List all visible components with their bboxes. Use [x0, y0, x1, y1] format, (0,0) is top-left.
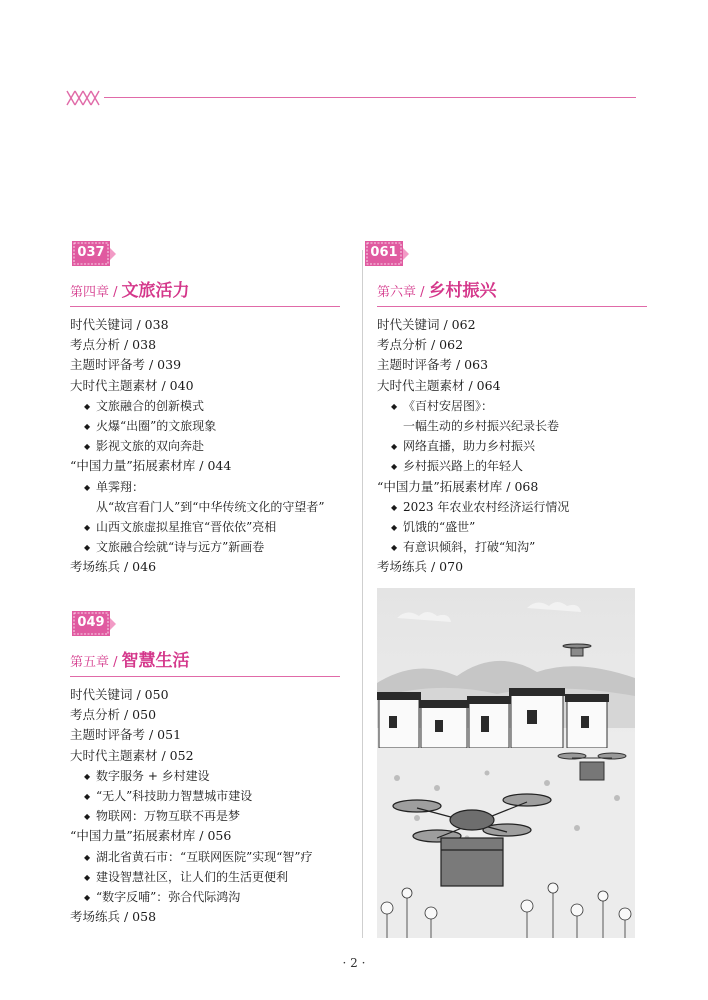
toc-entry: 大时代主题素材 / 064	[377, 377, 501, 393]
chapter-rule	[70, 306, 340, 307]
toc-entry: 时代关键词 / 062	[377, 317, 476, 332]
diamond-bullet-icon: ◆	[391, 543, 398, 553]
chapter-badge	[70, 240, 118, 270]
diamond-bullet-icon: ◆	[84, 852, 91, 862]
diamond-bullet-icon: ◆	[84, 543, 91, 553]
chapter-rule	[377, 306, 647, 307]
chapter-badge	[363, 240, 411, 270]
toc-entry: “中国力量”拓展素材库 / 056	[70, 828, 232, 844]
diamond-bullet-icon: ◆	[84, 401, 91, 411]
toc-subentry-text: “数字反哺”：弥合代际鸿沟	[96, 889, 241, 904]
diamond-bullet-icon: ◆	[391, 462, 398, 472]
chapter-heading	[363, 276, 647, 306]
header-rule	[104, 97, 636, 98]
toc-subentry	[70, 786, 340, 806]
chapter-section	[70, 610, 340, 927]
cross-pattern-icon	[66, 88, 100, 108]
toc-entry: 大时代主题素材 / 052	[70, 747, 194, 763]
drone-village-illustration	[377, 588, 635, 938]
toc-entry: 大时代主题素材 / 040	[70, 377, 194, 393]
toc-subentry-text: 《百村安居图》：	[403, 398, 494, 413]
chapter-number: 第六章 /	[377, 285, 425, 300]
toc-entry: 考点分析 / 038	[70, 337, 157, 353]
toc-entry: 时代关键词 / 038	[70, 317, 169, 332]
toc-entry: 考点分析 / 062	[377, 337, 464, 353]
chapter-heading	[70, 276, 340, 306]
chapter-section	[70, 240, 340, 577]
toc-entry: 时代关键词 / 050	[70, 687, 169, 702]
toc-entry: “中国力量”拓展素材库 / 044	[70, 458, 232, 474]
diamond-bullet-icon: ◆	[391, 522, 398, 532]
toc-subentry	[70, 477, 340, 497]
toc-subentry-text: 数字服务 + 乡村建设	[96, 768, 210, 783]
diamond-bullet-icon: ◆	[391, 502, 398, 512]
toc-subentry-text: 物联网：万物互联不再是梦	[96, 809, 241, 824]
diamond-bullet-icon: ◆	[84, 482, 91, 492]
toc-entry: 考场练兵 / 046	[70, 559, 157, 575]
toc-subentry-text: 2023 年农业农村经济运行情况	[403, 499, 570, 514]
toc-subentry	[70, 436, 340, 456]
toc-subentry-text: 火爆“出圈”的文旅现象	[96, 418, 217, 433]
toc-entry: 考点分析 / 050	[70, 707, 157, 723]
diamond-bullet-icon: ◆	[84, 812, 91, 822]
chapter-badge-number: 061	[370, 245, 398, 260]
toc-subentry	[377, 497, 647, 517]
toc-subentry-continuation: 从“故宫看门人”到“中华传统文化的守望者”	[96, 499, 325, 514]
toc-entry: 主题时评备考 / 039	[70, 357, 182, 373]
toc-subentry-text: 建设智慧社区，让人们的生活更便利	[96, 869, 289, 884]
toc-subentry-text: 影视文旅的双向奔赴	[96, 439, 205, 454]
toc-subentry	[70, 416, 340, 436]
chapter-number: 第四章 /	[70, 285, 118, 300]
diamond-bullet-icon: ◆	[84, 892, 91, 902]
toc-entry: 考场练兵 / 070	[377, 559, 464, 575]
toc-subentry	[70, 517, 340, 537]
page-number: · 2 ·	[342, 956, 366, 970]
toc-subentry	[70, 537, 340, 557]
chapter-section	[363, 240, 647, 577]
toc-subentry	[70, 806, 340, 826]
diamond-bullet-icon: ◆	[391, 401, 398, 411]
diamond-bullet-icon: ◆	[84, 421, 91, 431]
diamond-bullet-icon: ◆	[84, 791, 91, 801]
toc-subentry-text: 网络直播，助力乡村振兴	[403, 439, 536, 454]
toc-subentry	[377, 537, 647, 557]
toc-subentry-text: 文旅融合的创新模式	[96, 398, 205, 413]
diamond-bullet-icon: ◆	[391, 442, 398, 452]
toc-subentry	[70, 847, 340, 867]
diamond-bullet-icon: ◆	[84, 771, 91, 781]
toc-subentry-text: “无人”科技助力智慧城市建设	[96, 788, 253, 803]
toc-subentry	[70, 396, 340, 416]
chapter-title: 乡村振兴	[428, 281, 497, 301]
header-decoration	[66, 88, 636, 108]
toc-subentry	[70, 766, 340, 786]
toc-subentry-text: 山西文旅虚拟星推官“晋依依”亮相	[96, 519, 277, 534]
chapter-title: 智慧生活	[121, 651, 190, 671]
diamond-bullet-icon: ◆	[84, 442, 91, 452]
chapter-rule	[70, 676, 340, 677]
toc-entry: 主题时评备考 / 063	[377, 357, 489, 373]
toc-subentry	[377, 396, 647, 416]
diamond-bullet-icon: ◆	[84, 872, 91, 882]
chapter-number: 第五章 /	[70, 655, 118, 670]
diamond-bullet-icon: ◆	[84, 522, 91, 532]
toc-subentry-text: 单霁翔：	[96, 479, 145, 494]
chapter-badge-number: 049	[77, 615, 105, 630]
toc-subentry-text: 乡村振兴路上的年轻人	[403, 459, 524, 474]
toc-subentry	[377, 436, 647, 456]
toc-entry: 主题时评备考 / 051	[70, 727, 182, 743]
toc-subentry-continuation: 一幅生动的乡村振兴纪录长卷	[403, 418, 560, 433]
chapter-badge	[70, 610, 118, 640]
toc-entry: “中国力量”拓展素材库 / 068	[377, 478, 539, 494]
chapter-title: 文旅活力	[121, 281, 190, 301]
chapter-heading	[70, 646, 340, 676]
toc-subentry-text: 饥饿的“盛世”	[403, 519, 476, 534]
toc-subentry-text: 有意识倾斜，打破“知沟”	[403, 540, 536, 555]
toc-entry: 考场练兵 / 058	[70, 909, 157, 925]
toc-subentry	[70, 867, 340, 887]
toc-subentry-text: 湖北省黄石市：“互联网医院”实现“智”疗	[96, 849, 313, 864]
chapter-badge-number: 037	[77, 245, 105, 260]
toc-subentry	[70, 887, 340, 907]
toc-subentry	[377, 456, 647, 476]
toc-subentry	[377, 517, 647, 537]
toc-subentry-text: 文旅融合绘就“诗与远方”新画卷	[96, 540, 265, 555]
